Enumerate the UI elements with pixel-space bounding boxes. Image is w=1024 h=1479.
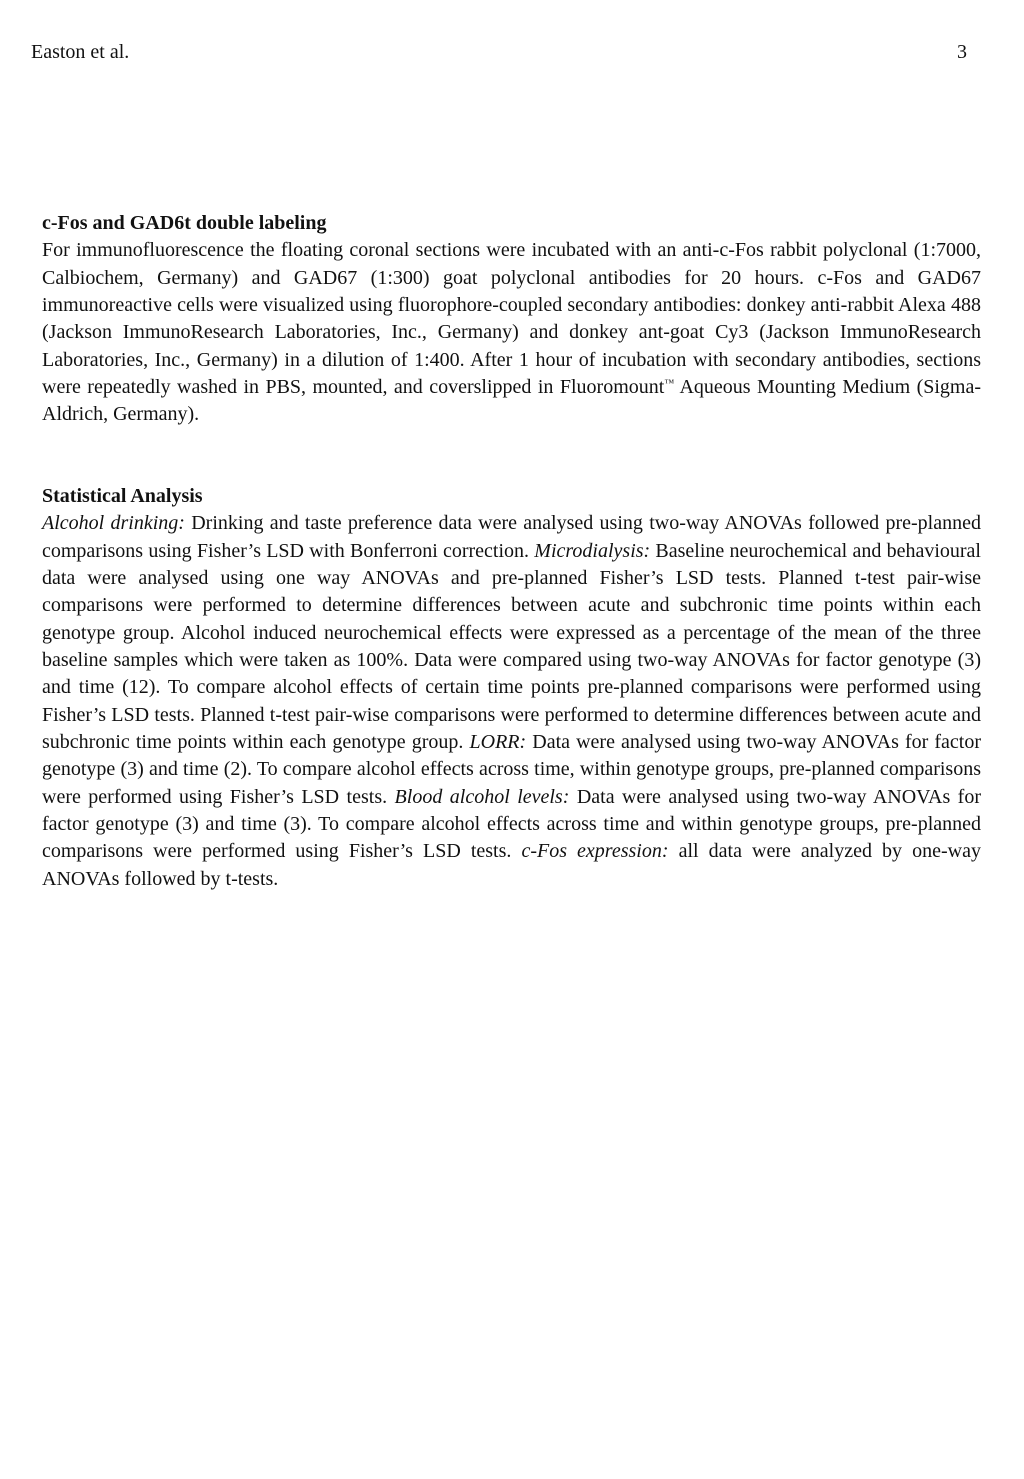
paragraph-text: all data were analyzed by one-way ANOVAs followed by t-tests. [42,840,981,890]
subsection-label-alcohol-drinking: Alcohol drinking: [42,512,185,535]
trademark-symbol: ™ [664,378,675,390]
section-paragraph [42,510,981,893]
subsection-label-cfos-expression: c-Fos expression: [521,840,669,863]
paragraph-text: Baseline neurochemical and behavioural data were analysed using one way ANOVAs and pre-planned Fisher’s LSD tests. Planned t-test pair-wise comparisons were performed to determine differences between acute and subchronic time points within each genotype group. Alcohol induced neurochemical effects were expressed as a percentage of the mean of the three baseline samples which were taken as 100%. Data were compared using two-way ANOVAs for factor genotype (3) and time (12). To compare alcohol effects of certain time points pre-planned comparisons were performed using Fisher’s LSD tests. Planned t-test pair-wise comparisons were performed to determine differences between acute and subchronic time points within each genotype group. [42,539,981,754]
paragraph-text: Data were analysed using two-way ANOVAs for factor genotype (3) and time (3). To compare alcohol effects across time and within genotype groups, pre-planned comparisons were performed using Fisher’s LSD tests. [42,785,982,863]
subsection-label-blood-alcohol: Blood alcohol levels: [394,785,570,808]
paragraph-text: Aqueous Mounting Medium (Sigma-Aldrich, Germany). [42,376,981,426]
section-paragraph [42,237,981,428]
section-statistical-analysis [42,483,981,893]
section-heading: Statistical Analysis [42,485,203,507]
section-heading: c-Fos and GAD6t double labeling [42,212,327,234]
paragraph-text: Drinking and taste preference data were analysed using two-way ANOVAs followed pre-planned comparisons using Fisher’s LSD with Bonferroni correction. [42,512,981,562]
running-header-author: Easton et al. [31,41,130,63]
subsection-label-lorr: LORR: [469,731,527,754]
running-header [31,38,967,66]
paragraph-text: For immunofluorescence the floating coronal sections were incubated with an anti-c-Fos rabbit polyclonal (1:7000, Calbiochem, Germany) and GAD67 (1:300) goat polyclonal antibodies for 20 hours. c-Fos and GAD67 immunoreactive cells were visualized using fluorophore-coupled secondary antibodies: donkey anti-rabbit Alexa 488 (Jackson ImmunoResearch Laboratories, Inc., Germany) and donkey ant-goat Cy3 (Jackson ImmunoResearch Laboratories, Inc., Germany) in a dilution of 1:400. After 1 hour of incubation with secondary antibodies, sections were repeatedly washed in PBS, mounted, and coverslipped in Fluoromount [42,239,981,399]
subsection-label-microdialysis: Microdialysis: [534,539,651,562]
paragraph-text: Data were analysed using two-way ANOVAs for factor genotype (3) and time (2). To compare alcohol effects across time, within genotype groups, pre-planned comparisons were performed using Fisher’s LSD tests. [42,731,982,808]
section-cfos-gad-double-labeling [42,210,981,429]
page-number: 3 [957,41,967,63]
